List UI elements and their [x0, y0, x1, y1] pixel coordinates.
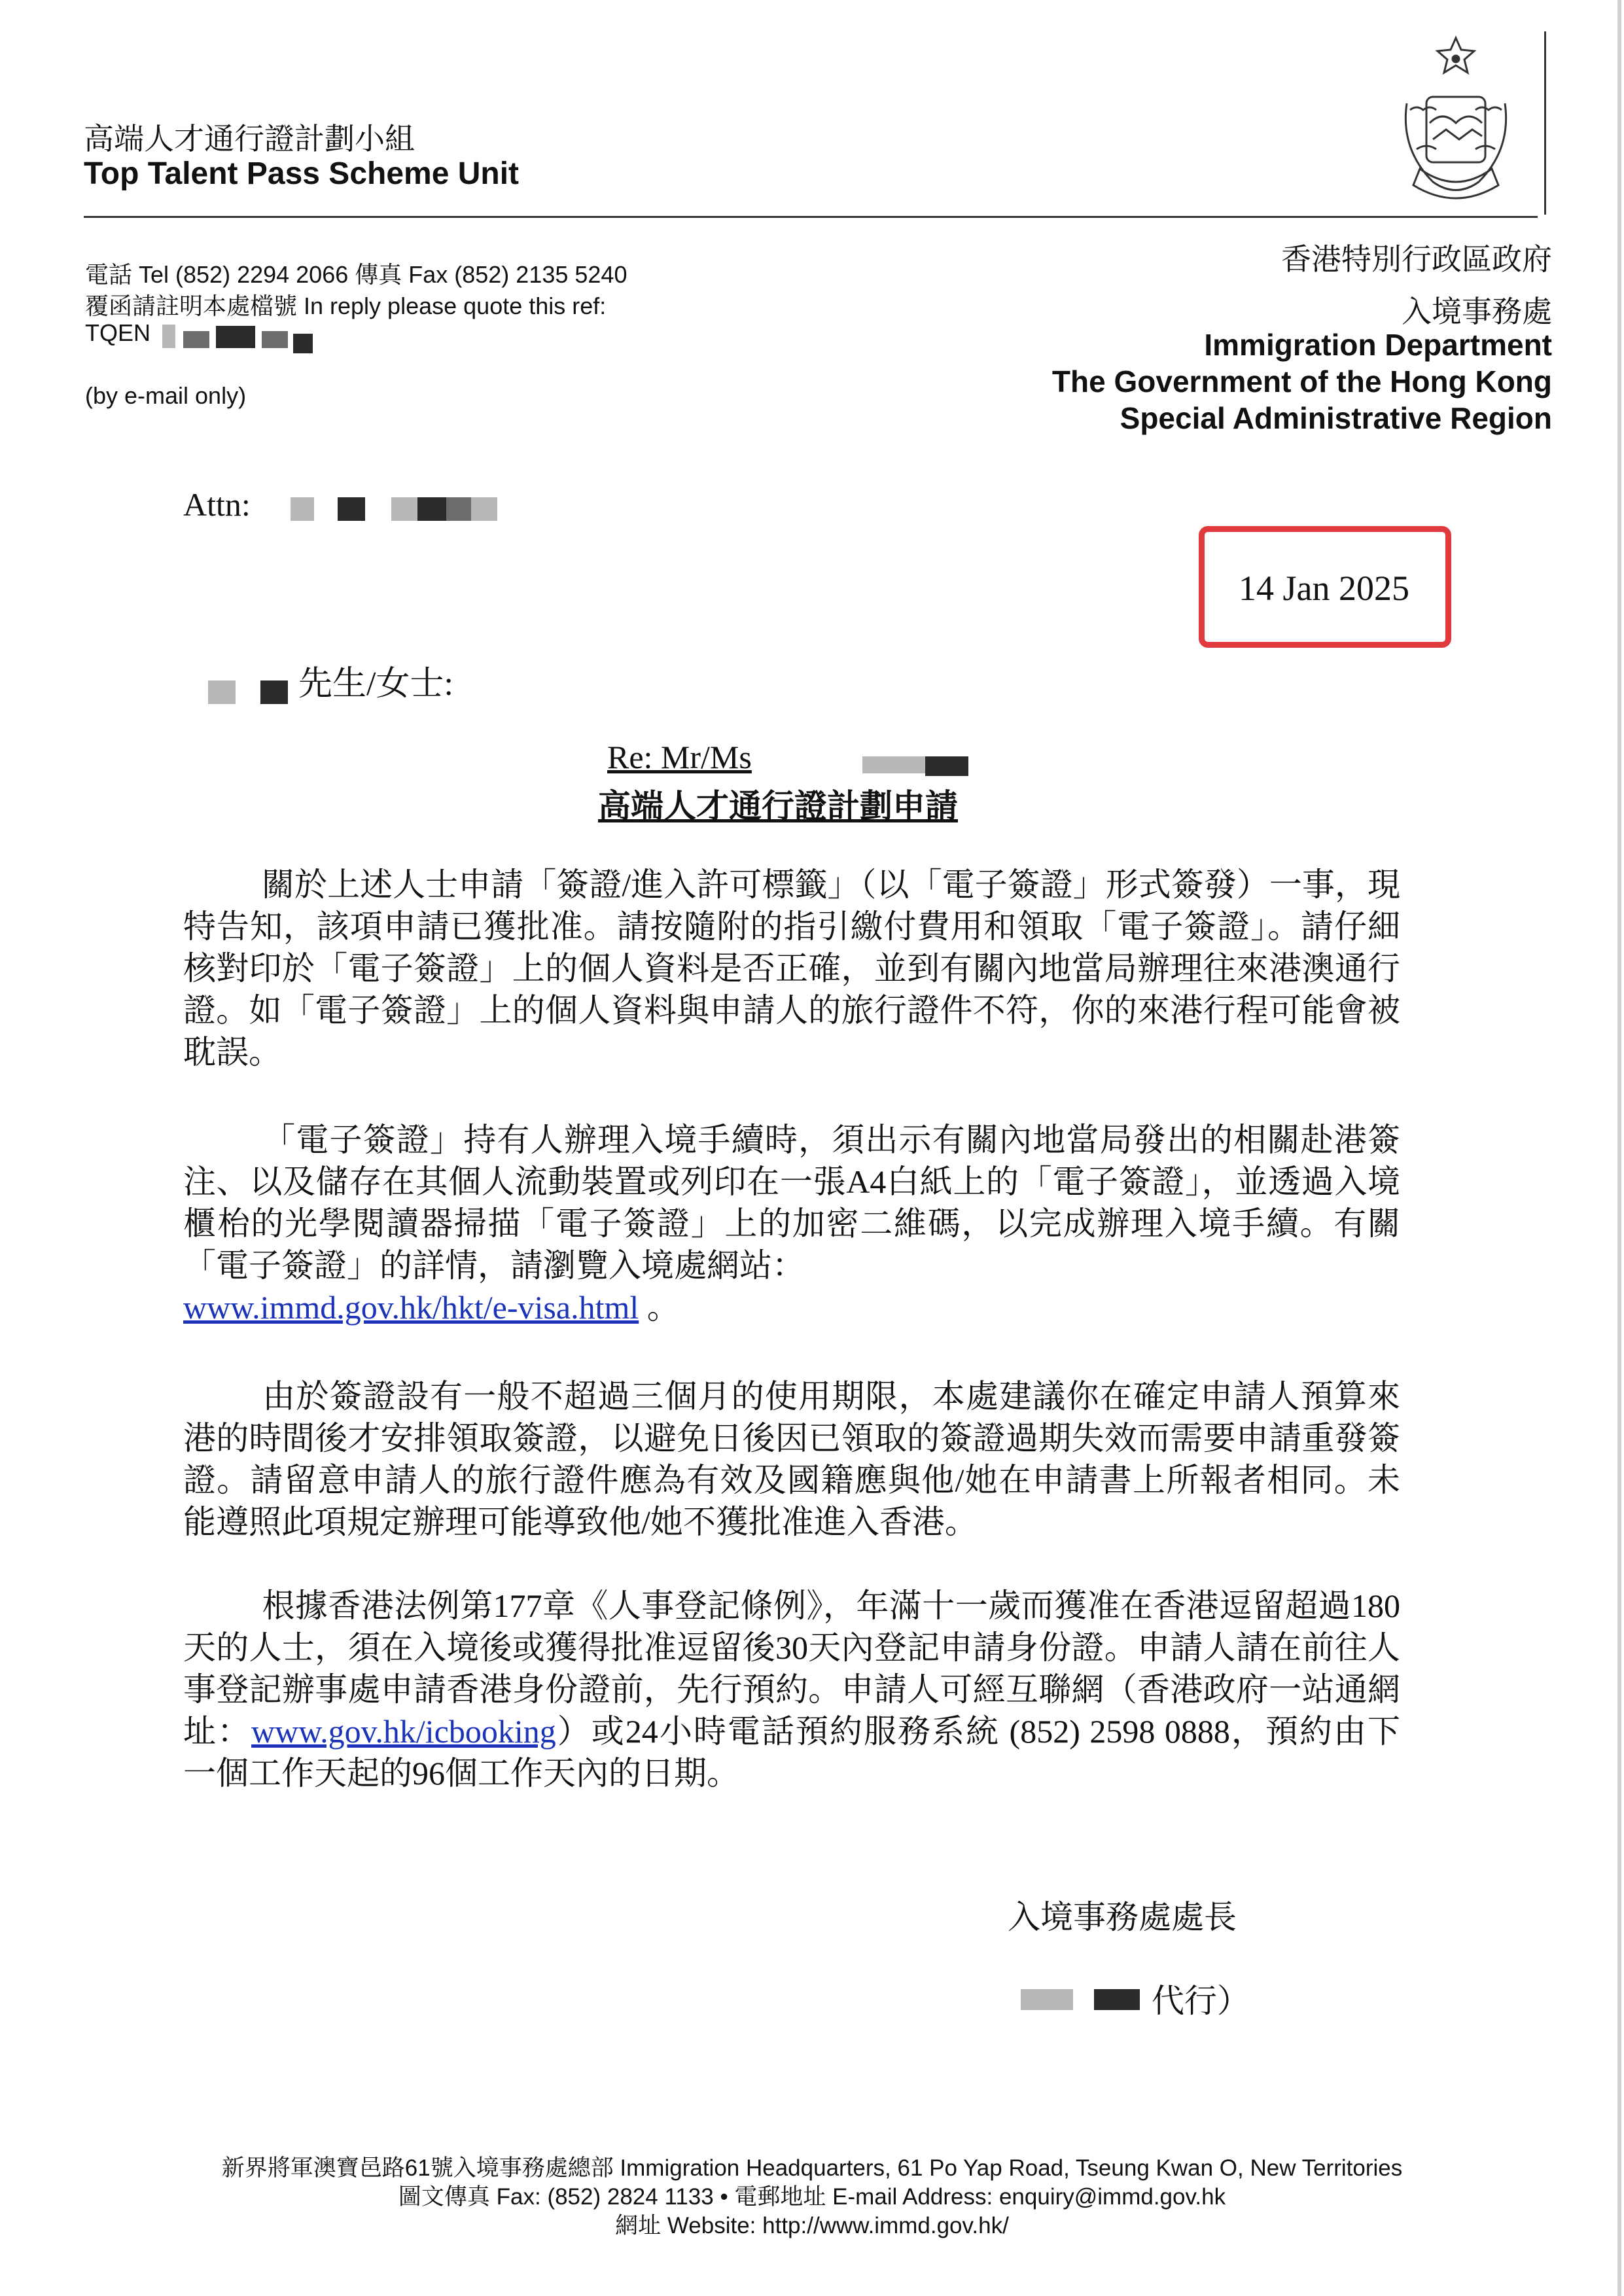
reference-number	[85, 319, 150, 347]
redacted-name	[338, 497, 365, 521]
redacted-ref	[293, 334, 313, 353]
redacted-ref	[162, 325, 175, 348]
reference-prefix: TQEN	[85, 319, 151, 346]
attn-label: Attn:	[183, 486, 251, 523]
reference-line: 覆函請註明本處檔號 In reply please quote this ref:	[85, 292, 607, 319]
redacted-name	[208, 680, 236, 704]
redacted-name	[862, 756, 886, 773]
redacted-name	[291, 497, 314, 521]
body-paragraph-4	[183, 1585, 1400, 1794]
salutation: 先生/女士:	[298, 665, 453, 703]
redacted-ref	[216, 326, 255, 348]
paragraph-1-text: 關於上述人士申請「簽證/進入許可標籤」（以「電子簽證」形式簽發）一事，現特告知，該項申請已獲批准。請按隨附的指引繳付費用和領取「電子簽證」。請仔細核對印於「電子簽證」上的個人資料是否正確，並到有關內地當局辦理往來港澳通行證。如「電子簽證」上的個人資料與申請人的旅行證件不符，你的來港行程可能會被耽誤。	[183, 866, 1400, 1070]
paragraph-4-text-a: 根據香港法例第177章《人事登記條例》，年滿十一歲而獲准在香港逗留超過180天的人士，須在入境後或獲得批准逗留後30天內登記申請身份證。申請人請在前往人事登記辦事處申請香港身份證前，先行預約。申請人可經互聯網（香港政府一站通網址：	[183, 1587, 1400, 1750]
unit-name-zh: 高端人才通行證計劃小組	[84, 122, 415, 156]
footer-address: 新界將軍澳寶邑路61號入境事務處總部 Immigration Headquarters, 61 Po Yap Road, Tseung Kwan O, New Territories	[221, 2155, 1403, 2181]
paragraph-4-text-b: ）或24小時電話預約服務系統 (852) 2598 0888，預約由下一個工作天起的96個工作天內的日期。	[183, 1713, 1400, 1792]
redacted-name	[471, 497, 497, 521]
letter-subject: 高端人才通行證計劃申請	[598, 788, 958, 824]
header-rule	[84, 216, 1538, 218]
immigration-crest-icon	[1381, 31, 1531, 208]
deputy-suffix: 代行）	[1152, 1983, 1250, 2019]
footer-website: 網址 Website: http://www.immd.gov.hk/	[615, 2213, 1009, 2238]
body-paragraph-1	[183, 864, 1400, 1073]
paragraph-3-text: 由於簽證設有一般不超過三個月的使用期限，本處建議你在確定申請人預算來港的時間後才安排領取簽證，以避免日後因已領取的簽證過期失效而需要申請重發簽證。請留意申請人的旅行證件應為有效及國籍應與他/她在申請書上所報者相同。未能遵照此項規定辦理可能導致他/她不獲批准進入香港。	[183, 1378, 1400, 1540]
redacted-ref	[262, 331, 288, 348]
delivery-note: (by e-mail only)	[85, 382, 247, 409]
redacted-signatory	[1094, 1989, 1140, 2010]
footer-fax-email: 圖文傳真 Fax: (852) 2824 1133 • 電郵地址 E-mail Address: enquiry@immd.gov.hk	[398, 2184, 1226, 2210]
e-visa-link[interactable]: www.immd.gov.hk/hkt/e-visa.html	[183, 1289, 639, 1326]
redacted-name	[925, 756, 968, 776]
redacted-name	[417, 497, 446, 521]
government-name-en-1: The Government of the Hong Kong	[1051, 364, 1552, 398]
government-name-en-2: Special Administrative Region	[1120, 401, 1552, 435]
page-edge	[1617, 0, 1621, 2296]
icbooking-link[interactable]: www.gov.hk/icbooking	[251, 1713, 556, 1750]
redacted-name	[391, 497, 417, 521]
contact-line: 電話 Tel (852) 2294 2066 傳真 Fax (852) 2135 5240	[85, 261, 627, 288]
crest-frame	[1381, 31, 1546, 215]
department-name-en: Immigration Department	[1204, 328, 1552, 362]
paragraph-2-text: 「電子簽證」持有人辦理入境手續時，須出示有關內地當局發出的相關赴港簽注、以及儲存在其個人流動裝置或列印在一張A4白紙上的「電子簽證」，並透過入境櫃枱的光學閱讀器掃描「電子簽證」上的加密二維碼，以完成辦理入境手續。有關「電子簽證」的詳情，請瀏覽入境處網站：	[183, 1122, 1400, 1284]
redacted-name	[260, 680, 288, 704]
body-paragraph-3	[183, 1375, 1400, 1543]
body-paragraph-2	[183, 1119, 1400, 1328]
department-name-zh: 入境事務處	[1402, 294, 1552, 328]
letter-date: 14 Jan 2025	[1239, 569, 1409, 608]
redacted-signatory	[1021, 1989, 1073, 2010]
redacted-ref	[183, 331, 209, 348]
signer-title: 入境事務處處長	[1008, 1899, 1237, 1935]
redacted-name	[886, 756, 925, 773]
unit-name-en: Top Talent Pass Scheme Unit	[84, 156, 520, 191]
re-label: Re: Mr/Ms	[607, 739, 752, 775]
government-name-zh: 香港特別行政區政府	[1281, 242, 1552, 276]
paragraph-2-end: 。	[639, 1289, 680, 1326]
redacted-name	[446, 497, 471, 521]
